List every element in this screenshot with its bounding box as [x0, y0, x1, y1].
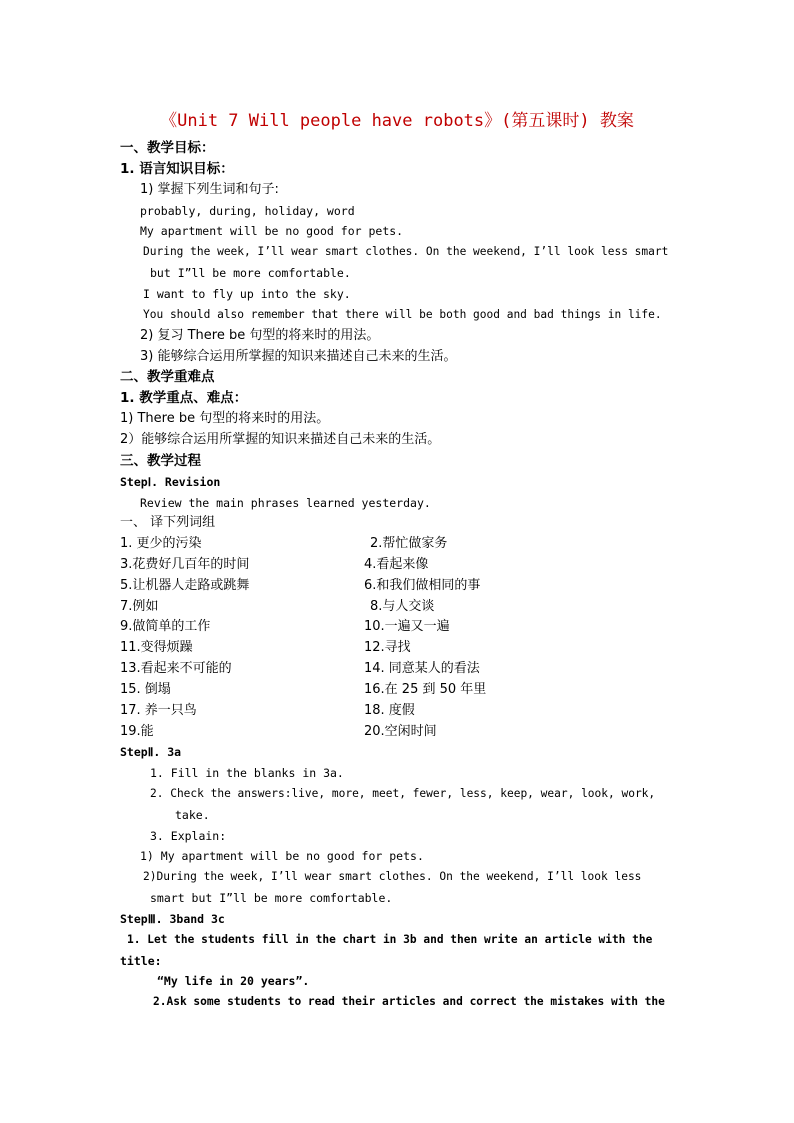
- list-item: 1) 掌握下列生词和句子:: [140, 182, 279, 197]
- list-item: “My life in 20 years”.: [157, 974, 310, 988]
- list-item: 13.看起来不可能的: [120, 661, 232, 676]
- list-item: 1. Fill in the blanks in 3a.: [150, 766, 344, 780]
- translation-heading: 一、 译下列词组: [120, 515, 216, 530]
- list-item: 1. Let the students fill in the chart in 3b and then write an article with the: [127, 933, 653, 946]
- list-item: 11.变得烦躁: [120, 640, 193, 655]
- list-item: 18. 度假: [364, 703, 415, 718]
- sentence-line: I want to fly up into the sky.: [143, 287, 351, 301]
- subheading-language-goals: 1. 语言知识目标：: [120, 161, 234, 177]
- list-item: 10.一遍又一遍: [364, 619, 450, 634]
- sentence-line: My apartment will be no good for pets.: [140, 224, 404, 238]
- step-text: Review the main phrases learned yesterday.: [140, 496, 431, 510]
- sentence-line: During the week, I’ll wear smart clothes. On the weekend, I’ll look less smart: [143, 245, 669, 258]
- list-item: 17. 养一只鸟: [120, 703, 197, 718]
- list-item: 2.Ask some students to read their articles and correct the mistakes with the: [153, 995, 665, 1008]
- list-item: 3) 能够综合运用所掌握的知识来描述自己未来的生活。: [140, 349, 457, 364]
- list-item: 15. 倒塌: [120, 682, 171, 697]
- list-item: 1) There be 句型的将来时的用法。: [120, 411, 330, 426]
- list-item: 14. 同意某人的看法: [364, 661, 480, 676]
- list-item: 12.寻找: [364, 640, 411, 655]
- list-item: 9.做简单的工作: [120, 619, 211, 634]
- list-item: 5.让机器人走路或跳舞: [120, 578, 250, 593]
- sentence-line: but I”ll be more comfortable.: [150, 266, 351, 280]
- sentence-line: You should also remember that there will be both good and bad things in life.: [143, 308, 662, 321]
- list-item: 2）能够综合运用所掌握的知识来描述自己未来的生活。: [120, 432, 441, 447]
- list-item: 1) My apartment will be no good for pets.: [140, 849, 424, 863]
- step-title: StepⅠ. Revision: [120, 475, 221, 489]
- list-item: 4.看起来像: [364, 557, 429, 572]
- list-item: take.: [175, 808, 210, 822]
- list-item: 16.在 25 到 50 年里: [364, 682, 487, 697]
- section-heading-key-points: 二、教学重难点: [120, 369, 215, 385]
- step-title: StepⅡ. 3a: [120, 745, 182, 759]
- list-item: 2) 复习 There be 句型的将来时的用法。: [140, 328, 380, 343]
- list-item: 2. Check the answers:live, more, meet, fewer, less, keep, wear, look, work,: [150, 787, 656, 800]
- list-item: 8.与人交谈: [370, 599, 435, 614]
- list-item: 19.能: [120, 724, 154, 739]
- list-item: 20.空闲时间: [364, 724, 437, 739]
- list-item: 7.例如: [120, 599, 159, 614]
- vocab-line: probably, during, holiday, word: [140, 204, 355, 218]
- list-item: title:: [120, 954, 162, 968]
- page-title: 《Unit 7 Will people have robots》(第五课时) 教案: [160, 111, 634, 131]
- list-item: 2.帮忙做家务: [370, 536, 448, 551]
- list-item: 1. 更少的污染: [120, 536, 202, 551]
- step-title: StepⅢ. 3band 3c: [120, 912, 225, 926]
- list-item: 2)During the week, I’ll wear smart clothes. On the weekend, I’ll look less: [143, 870, 642, 883]
- list-item: 3. Explain:: [150, 829, 227, 843]
- list-item: 3.花费好几百年的时间: [120, 557, 250, 572]
- list-item: smart but I”ll be more comfortable.: [150, 891, 393, 905]
- section-heading-objectives: 一、教学目标：: [120, 140, 215, 156]
- subheading-key-difficult: 1. 教学重点、难点：: [120, 390, 248, 406]
- section-heading-process: 三、教学过程: [120, 453, 201, 469]
- list-item: 6.和我们做相同的事: [364, 578, 481, 593]
